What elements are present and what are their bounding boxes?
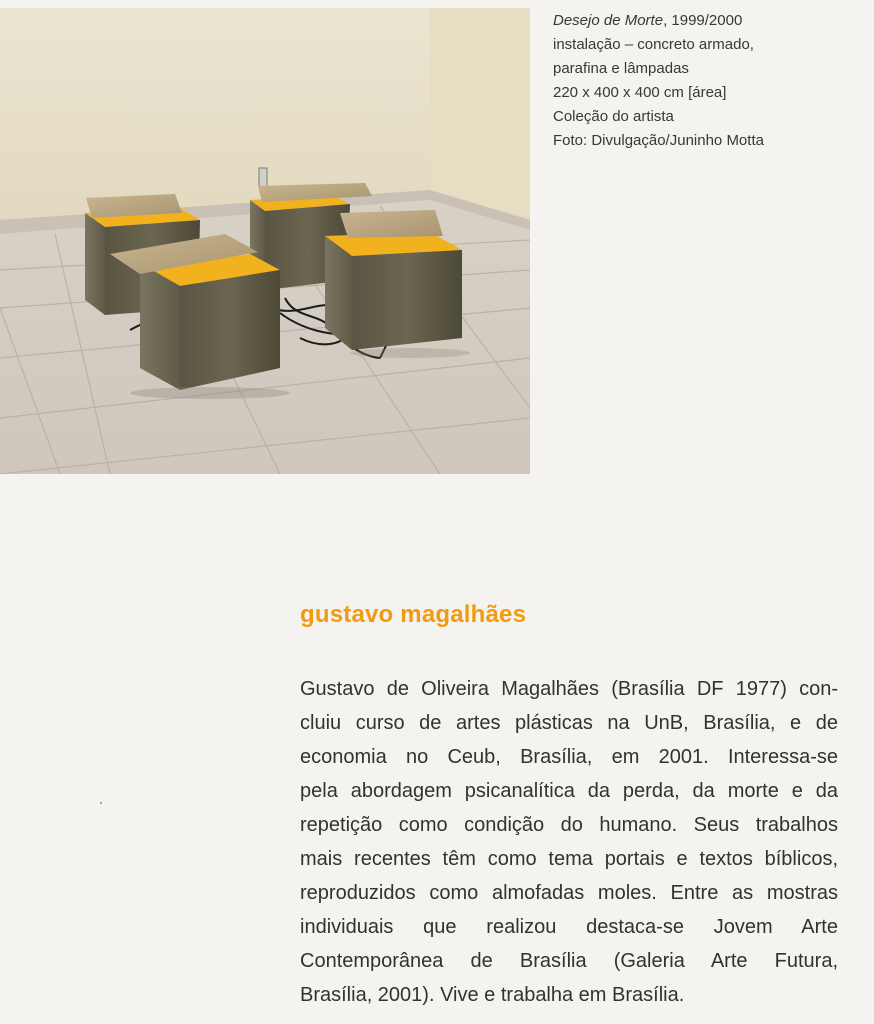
bio-line: cluiu curso de artes plásticas na UnB, Brasília, e de [300,712,838,734]
artwork-dimensions: 220 x 400 x 400 cm [área] [553,84,727,101]
bio-line: Brasília, 2001). Vive e trabalha em Brasília. [300,984,685,1006]
bio-line: repetição como condição do humano. Seus trabalhos [300,814,838,836]
photo-credit: Foto: Divulgação/Juninho Motta [553,132,764,149]
bio-line: reproduzidos como almofadas moles. Entre as mostras [300,882,838,904]
artwork-medium-line-2: parafina e lâmpadas [553,60,689,77]
artwork-title: Desejo de Morte [553,12,664,29]
artist-name-heading: gustavo magalhães [300,601,527,628]
artwork-collection: Coleção do artista [553,108,674,125]
caption-title-line [553,9,853,33]
bio-line: Gustavo de Oliveira Magalhães (Brasília DF 1977) con- [300,678,838,700]
installation-illustration [0,8,530,474]
artist-biography [300,672,838,1012]
paper-speck [100,802,102,804]
bio-line: individuais que realizou destaca-se Jovem Arte [300,916,838,938]
bio-line: pela abordagem psicanalítica da perda, da morte e da [300,780,838,802]
bio-line: mais recentes têm como tema portais e textos bíblicos, [300,848,838,870]
artwork-year: , 1999/2000 [663,12,743,29]
bio-line: economia no Ceub, Brasília, em 2001. Interessa-se [300,746,838,768]
artwork-caption [553,9,853,153]
artwork-photo [0,8,530,474]
bio-line: Contemporânea de Brasília (Galeria Arte Futura, [300,950,838,972]
artwork-medium-line-1: instalação – concreto armado, [553,36,754,53]
